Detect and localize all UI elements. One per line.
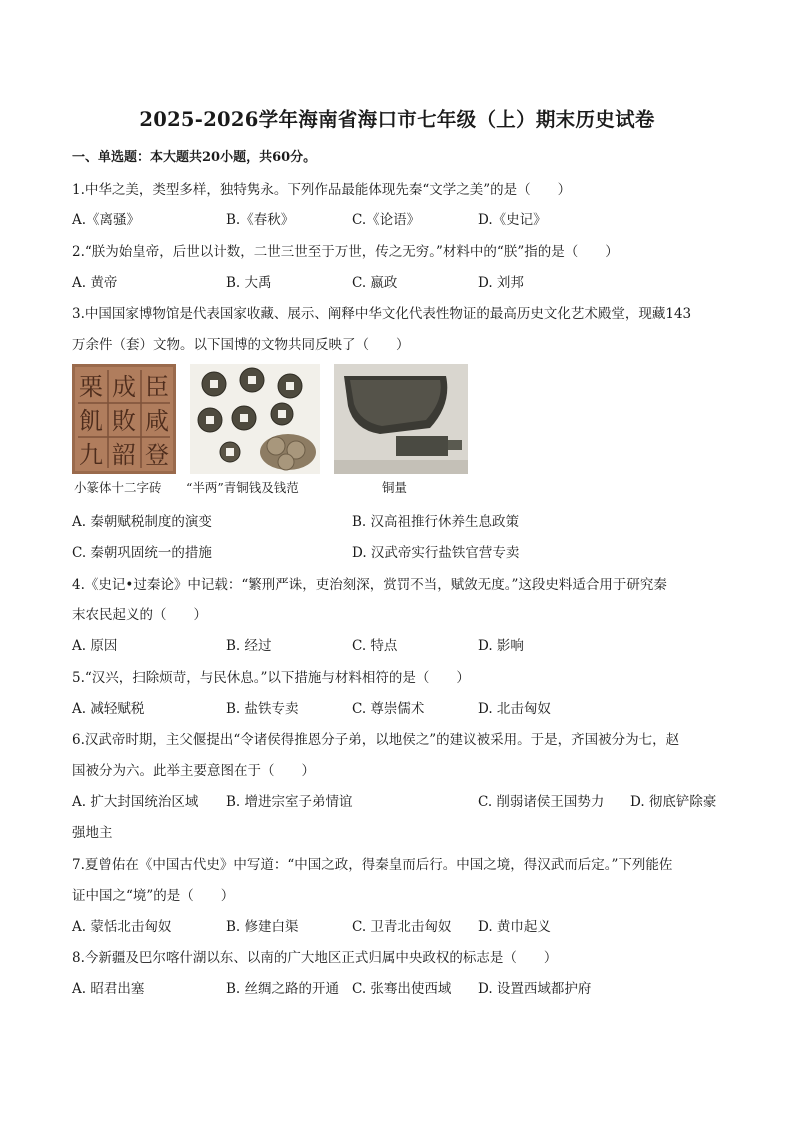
seal-char-6: 咸 (145, 407, 169, 435)
question-6-stem-line-1: 6.汉武帝时期，主父偃提出“令诸侯得推恩分子弟，以地侯之”的建议被采用。于是，齐国被分为七，赵 (72, 732, 680, 748)
seal-char-5: 敗 (112, 407, 136, 435)
seal-char-4: 飢 (79, 407, 103, 435)
exam-title: 2025-2026学年海南省海口市七年级（上）期末历史试卷 (139, 108, 655, 131)
question-6-option-d-wrap: 强地主 (72, 825, 113, 841)
question-3-figures (72, 364, 472, 496)
question-7-option-a[interactable]: A. 蒙恬北击匈奴 (72, 919, 172, 935)
question-5-option-c[interactable]: C. 尊崇儒术 (352, 701, 425, 717)
question-3-stem-line-1: 3.中国国家博物馆是代表国家收藏、展示、阐释中华文化代表性物证的最高历史文化艺术殿堂，现藏143 (72, 306, 692, 322)
question-7-option-b[interactable]: B. 修建白渠 (226, 919, 299, 935)
question-1-option-b[interactable]: B.《春秋》 (226, 212, 295, 228)
question-4-stem-line-2: 末农民起义的（ ） (72, 607, 207, 623)
section-heading: 一、单选题：本大题共20小题，共60分。 (72, 150, 317, 165)
question-3-stem-line-2: 万余件（套）文物。以下国博的文物共同反映了（ ） (72, 337, 410, 353)
seal-char-3: 臣 (145, 373, 169, 401)
question-6-option-a[interactable]: A. 扩大封国统治区域 (72, 794, 199, 810)
question-7-option-c[interactable]: C. 卫青北击匈奴 (352, 919, 452, 935)
seal-char-2: 成 (112, 373, 136, 401)
question-5-option-a[interactable]: A. 减轻赋税 (72, 701, 145, 717)
question-4-option-b[interactable]: B. 经过 (226, 638, 272, 654)
question-3-option-a[interactable]: A. 秦朝赋税制度的演变 (72, 514, 212, 530)
question-5-stem: 5.“汉兴，扫除烦苛，与民休息。”以下措施与材料相符的是（ ） (72, 670, 470, 686)
bronze-measure-image (334, 364, 468, 474)
question-4-option-a[interactable]: A. 原因 (72, 638, 118, 654)
question-2-option-c[interactable]: C. 嬴政 (352, 275, 398, 291)
ban-liang-coins-caption: “半两”青铜钱及钱范 (186, 480, 299, 495)
question-6-option-d[interactable]: D. 彻底铲除豪 (630, 794, 717, 810)
question-8-stem: 8.今新疆及巴尔喀什湖以东、以南的广大地区正式归属中央政权的标志是（ ） (72, 950, 558, 966)
question-1-option-c[interactable]: C.《论语》 (352, 212, 421, 228)
question-3-option-c[interactable]: C. 秦朝巩固统一的措施 (72, 545, 212, 561)
seal-brick-image (72, 364, 176, 474)
question-5-option-b[interactable]: B. 盐铁专卖 (226, 701, 299, 717)
question-1-option-a[interactable]: A.《离骚》 (72, 212, 141, 228)
seal-char-1: 栗 (79, 373, 103, 401)
question-6-option-b[interactable]: B. 增进宗室子弟情谊 (226, 794, 353, 810)
question-6-stem-line-2: 国被分为六。此举主要意图在于（ ） (72, 763, 315, 779)
question-3-option-b[interactable]: B. 汉高祖推行休养生息政策 (352, 514, 520, 530)
question-1-stem: 1.中华之美，类型多样，独特隽永。下列作品最能体现先秦“文学之美”的是（ ） (72, 182, 572, 198)
question-1-option-d[interactable]: D.《史记》 (478, 212, 547, 228)
question-2-option-b[interactable]: B. 大禹 (226, 275, 272, 291)
question-2-option-d[interactable]: D. 刘邦 (478, 275, 524, 291)
question-4-stem-line-1: 4.《史记•过秦论》中记载：“繁刑严诛，吏治刻深，赏罚不当，赋敛无度。”这段史料适合用于研究秦 (72, 577, 667, 593)
bronze-measure-caption: 铜量 (382, 480, 408, 495)
question-7-stem-line-1: 7.夏曾佑在《中国古代史》中写道：“中国之政，得秦皇而后行。中国之境，得汉武而后定。”下列能佐 (72, 857, 673, 873)
ban-liang-coins-image (190, 364, 320, 474)
question-4-option-d[interactable]: D. 影响 (478, 638, 524, 654)
question-8-option-b[interactable]: B. 丝绸之路的开通 (226, 981, 340, 997)
seal-brick-caption: 小篆体十二字砖 (74, 480, 162, 495)
question-2-option-a[interactable]: A. 黄帝 (72, 275, 118, 291)
question-7-stem-line-2: 证中国之“境”的是（ ） (72, 888, 235, 904)
question-8-option-a[interactable]: A. 昭君出塞 (72, 981, 145, 997)
question-7-option-d[interactable]: D. 黄巾起义 (478, 919, 551, 935)
seal-char-7: 九 (79, 441, 103, 469)
question-4-option-c[interactable]: C. 特点 (352, 638, 398, 654)
question-2-stem: 2.“朕为始皇帝，后世以计数，二世三世至于万世，传之无穷。”材料中的“朕”指的是（ ） (72, 244, 619, 260)
seal-char-9: 登 (145, 441, 169, 469)
question-8-option-d[interactable]: D. 设置西域都护府 (478, 981, 592, 997)
question-6-option-c[interactable]: C. 削弱诸侯王国势力 (478, 794, 605, 810)
question-3-option-d[interactable]: D. 汉武帝实行盐铁官营专卖 (352, 545, 520, 561)
question-5-option-d[interactable]: D. 北击匈奴 (478, 701, 551, 717)
seal-char-8: 韶 (112, 441, 136, 469)
question-8-option-c[interactable]: C. 张骞出使西域 (352, 981, 452, 997)
